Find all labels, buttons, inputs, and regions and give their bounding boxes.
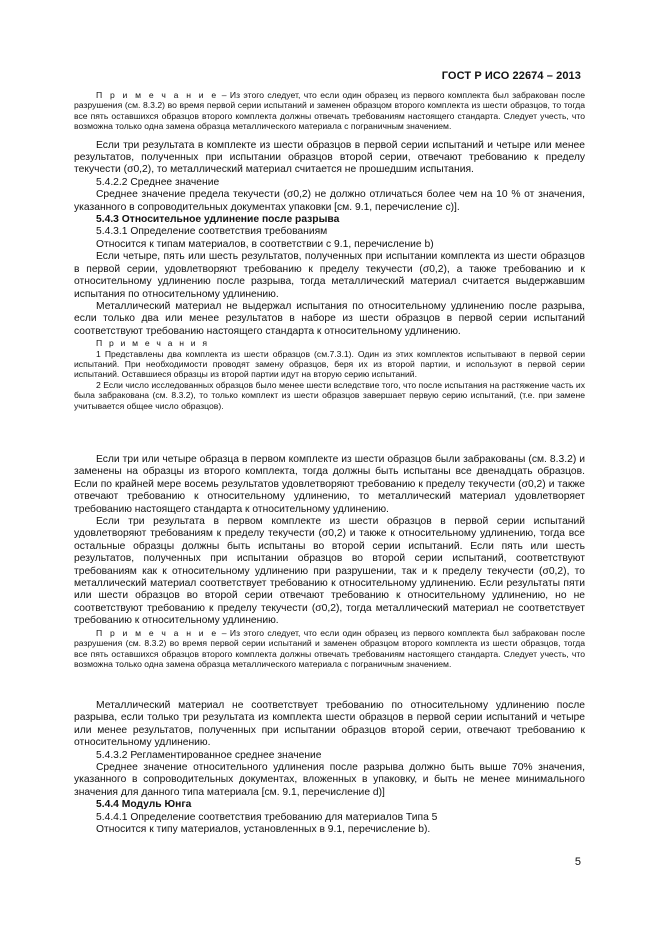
content-block-1 — [74, 90, 585, 411]
paragraph: Относится к типам материалов, в соответствии с 9.1, перечисление b) — [96, 238, 434, 250]
notes-label: П р и м е ч а н и я — [96, 338, 210, 349]
page-number: 5 — [574, 856, 581, 868]
paragraph: Если четыре, пять или шесть результатов, полученных при испытании комплекта из шести образцов в первой серии, удовлетворяют требованию к пределу текучести (σ0,2), а также требованию и к относительному удлинению после разрыва, тогда металлический материал считается выдержавшим испытания по относительному удлинению. — [74, 251, 585, 300]
subsection-heading-5-4-2-2: 5.4.2.2 Среднее значение — [96, 176, 220, 188]
paragraph: Относится к типу материалов, установленных в 9.1, перечисление b). — [96, 824, 431, 836]
paragraph: Если три или четыре образца в первом комплекте из шести образцов были забракованы (см. 8.3.2) и заменены на образцы из второго комплекта, тогда должны быть испытаны все двенадцать образцов. Если по крайней мере восемь результатов удовлетворяют требованию к пределу текучести (σ0,2) и также отвечают требованию к относительному удлинению, то металлический материал удовлетворяет требованию настоящего стандарта к относительному удлинению. — [74, 454, 585, 515]
note-paragraph — [74, 90, 585, 132]
content-block-3 — [74, 700, 585, 836]
note-label: П р и м е ч а н и е — [96, 627, 219, 638]
subsection-heading-5-4-4-1: 5.4.4.1 Определение соответствия требованию для материалов Типа 5 — [96, 811, 438, 823]
section-heading-5-4-3: 5.4.3 Относительное удлинение после разрыва — [96, 214, 340, 226]
note-text: – Из этого следует, что если один образец из первого комплекта был забракован после разрушения (см. 8.3.2) во время первой серии испытаний и заменен образцом второго комплекта из шести образцов, тогда все пять оставшихся образцов второго комплекта должны отвечать требованиям настоящего стандарта. Следует учесть, что возможна только одна замена образца металлического материала с пограничным значением. — [74, 627, 585, 669]
paragraph: Если три результата в комплекте из шести образцов в первой серии испытаний и четыре или менее результатов, полученных при испытании образцов второй серии, отвечают требованию к пределу текучести (σ0,2), то металлический материал считается не прошедшим испытания. — [74, 139, 585, 176]
note-paragraph — [74, 628, 585, 670]
paragraph: Металлический материал не соответствует требованию по относительному удлинению после разрыва, если только три результата из комплекта шести образцов в первой серии испытаний и четыре или менее результатов, полученных при испытании образцов второй серии, отвечают требованию к относительному удлинению. — [74, 700, 585, 749]
paragraph: Среднее значение предела текучести (σ0,2) не должно отличаться более чем на 10 % от значения, указанного в сопроводительных документах упаковки [см. 9.1, перечисление с)]. — [74, 189, 585, 213]
paragraph: Среднее значение относительного удлинения после разрыва должно быть выше 70% значения, указанного в сопроводительных документах, вложенных в упаковку, и быть не менее минимального значения для данного типа материала [см. 9.1, перечисление d)] — [74, 762, 585, 798]
note-2: 2 Если число исследованных образцов было менее шести вследствие того, что после испытания на растяжение часть их была забракована (см. 8.3.2), то только комплект из шести образцов завершает первую серию испытаний, (т.е. при замене учитывается общее число образцов). — [74, 379, 585, 411]
subsection-heading-5-4-3-2: 5.4.3.2 Регламентированное среднее значение — [96, 749, 322, 761]
note-label: П р и м е ч а н и е — [96, 90, 219, 100]
subsection-heading-5-4-3-1: 5.4.3.1 Определение соответствия требованиям — [96, 226, 328, 238]
note-1: 1 Представлены два комплекта из шести образцов (см.7.3.1). Один из этих комплектов испытывают в первой серии испытаний. При необходимости проводят замену образцов, беря их из второй партии, и используют в первой серии испытаний. Оставшиеся образцы из второй партии идут на вторую серию испытаний. — [74, 348, 585, 380]
standard-header: ГОСТ Р ИСО 22674 – 2013 — [441, 70, 581, 82]
note-text: – Из этого следует, что если один образец из первого комплекта был забракован после разрушения (см. 8.3.2) во время первой серии испытаний и заменен образцом второго комплекта из шести образцов, то тогда все пять оставшихся образцов второго комплекта должны отвечать требованиям настоящего стандарта. Следует учесть, что возможна только одна замена образца металлического материала с пограничным значением. — [74, 90, 585, 132]
section-heading-5-4-4: 5.4.4 Модуль Юнга — [96, 799, 192, 811]
paragraph: Если три результата в первом комплекте из шести образцов в первой серии испытаний удовлетворяют требованиям к пределу текучести (σ0,2) и также к относительному удлинению, тогда все остальные образцы должны быть испытаны во второй серии испытаний. Если пять или шесть результатов, полученных при испытании образцов во второй серии испытаний, соответствуют требованиям как к относительному удлинению при разрушении, так и к пределу текучести (σ0,2), то металлический материал соответствует требованию к относительному удлинению. Если результаты пяти или шести образцов во второй серии отвечают требованию к относительному удлинению, но не соответствуют требованию к пределу текучести (σ0,2), тогда металлический материал не соответствует требованию к относительному удлинению. — [74, 516, 585, 627]
content-block-2 — [74, 454, 585, 669]
paragraph: Металлический материал не выдержал испытания по относительному удлинению после разрыва, если только два или менее результатов в наборе из шести образцов в первой серии испытаний соответствуют требованию настоящего стандарта к относительному удлинению. — [74, 300, 585, 337]
